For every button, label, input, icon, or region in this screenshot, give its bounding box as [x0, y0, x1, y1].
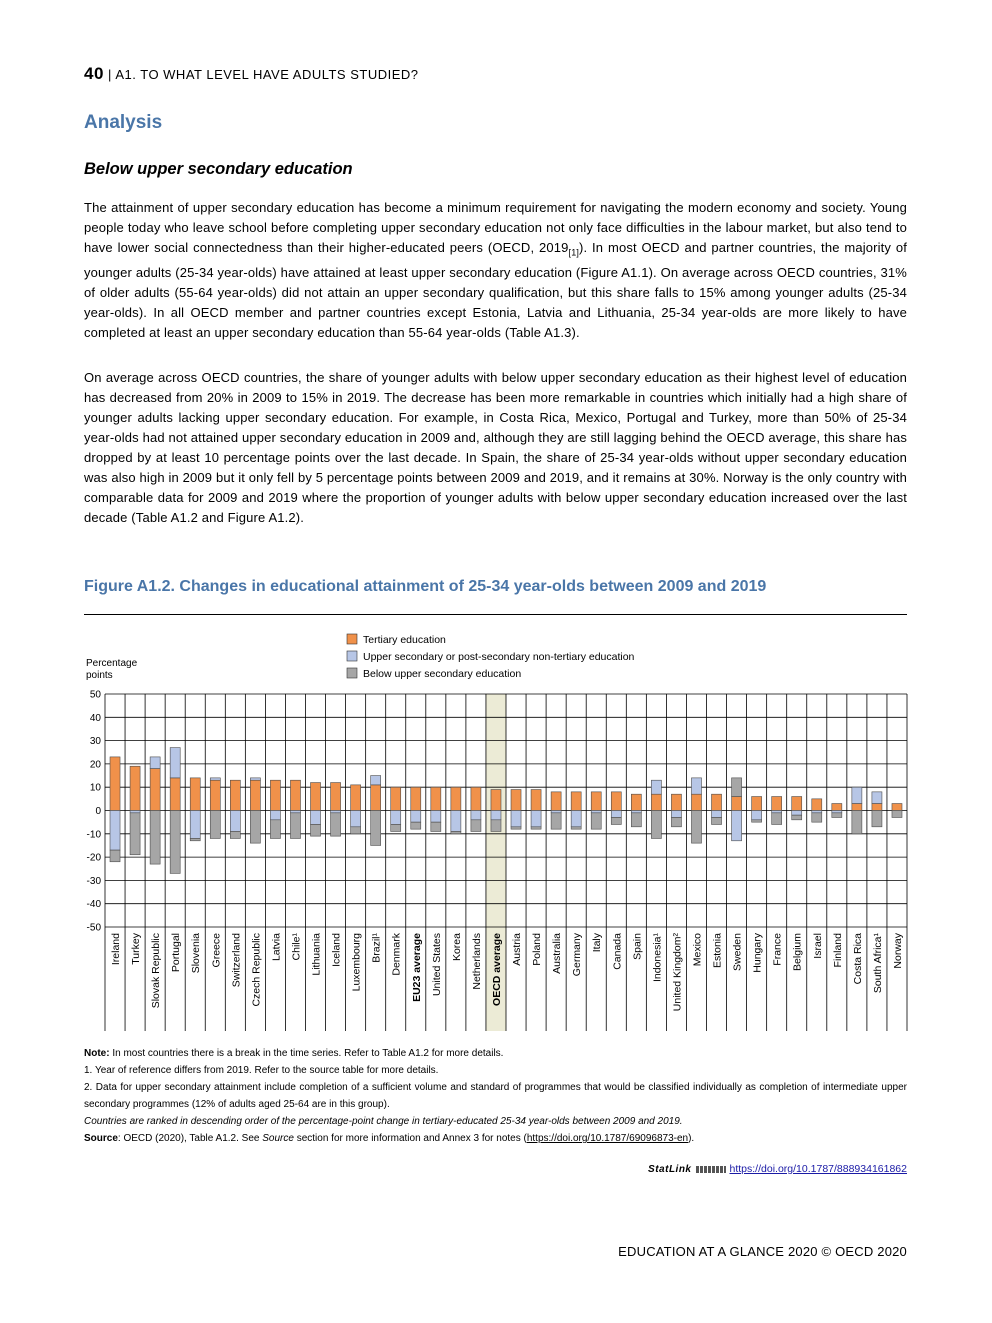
- bar-segment: [190, 811, 200, 839]
- bar-segment: [230, 780, 240, 810]
- bar-segment: [732, 811, 742, 841]
- x-category-label: Italy: [591, 933, 604, 953]
- bar-segment: [431, 822, 441, 831]
- bar-chart: [80, 628, 910, 1036]
- bar-segment: [832, 811, 842, 813]
- bar-segment: [792, 797, 802, 811]
- y-tick-label: -20: [86, 852, 101, 864]
- bar-segment: [170, 778, 180, 811]
- bar-segment: [772, 811, 782, 813]
- bar-segment: [130, 813, 140, 855]
- x-category-label: United Kingdom²: [671, 933, 684, 1012]
- bar-segment: [371, 811, 381, 846]
- bar-segment: [772, 797, 782, 811]
- x-category-label: Latvia: [270, 933, 283, 962]
- y-tick-label: 40: [89, 712, 101, 724]
- bar-segment: [250, 778, 260, 780]
- subheading: Below upper secondary education: [84, 160, 353, 178]
- x-category-label: Hungary: [751, 933, 764, 973]
- bar-segment: [852, 787, 862, 803]
- bar-segment: [311, 783, 321, 811]
- bar-segment: [752, 820, 762, 822]
- x-category-label: Spain: [631, 933, 644, 960]
- source-line: Source: OECD (2020), Table A1.2. See Source section for more information and Annex 3 for notes (https://doi.org/10.1787/69096873-en).: [84, 1133, 695, 1144]
- legend-swatch: [347, 668, 357, 678]
- bar-segment: [571, 792, 581, 811]
- bar-segment: [110, 811, 120, 851]
- bar-segment: [331, 813, 341, 836]
- x-category-label: Estonia: [711, 933, 724, 969]
- bar-segment: [371, 776, 381, 785]
- bar-segment: [110, 850, 120, 862]
- bar-segment: [210, 778, 220, 780]
- bar-segment: [852, 811, 862, 834]
- x-category-label: Brazil¹: [370, 933, 383, 963]
- bar-segment: [571, 827, 581, 829]
- statlink: [648, 1163, 907, 1175]
- bar-segment: [210, 811, 220, 839]
- x-category-label: Poland: [531, 933, 544, 966]
- bar-segment: [250, 780, 260, 810]
- bar-segment: [411, 787, 421, 810]
- bar-segment: [170, 811, 180, 874]
- x-category-label: Netherlands: [470, 933, 483, 990]
- x-category-label: Sweden: [731, 933, 744, 971]
- bar-segment: [511, 827, 521, 829]
- y-axis-label: Percentage: [86, 658, 138, 669]
- bar-segment: [270, 820, 280, 839]
- bar-segment: [651, 811, 661, 839]
- figure-title: Figure A1.2. Changes in educational attainment of 25-34 year-olds between 2009 and 2019: [84, 578, 767, 595]
- legend-swatch: [347, 634, 357, 644]
- x-category-label: Israel: [811, 933, 824, 959]
- bar-segment: [511, 790, 521, 811]
- legend-label: Upper secondary or post-secondary non-tertiary education: [363, 651, 635, 663]
- bar-segment: [671, 811, 681, 818]
- bar-segment: [150, 811, 160, 865]
- bar-segment: [832, 804, 842, 811]
- footnote-1: 1. Year of reference differs from 2019. Refer to the source table for more details.: [84, 1065, 439, 1076]
- bar-segment: [892, 811, 902, 818]
- bar-segment: [471, 811, 481, 820]
- bar-segment: [691, 778, 701, 794]
- bar-segment: [451, 787, 461, 810]
- bar-segment: [230, 811, 240, 832]
- bar-segment: [591, 792, 601, 811]
- bar-segment: [371, 785, 381, 811]
- bar-segment: [611, 811, 621, 818]
- y-tick-label: -30: [86, 875, 101, 887]
- bar-segment: [190, 838, 200, 840]
- x-category-label: Canada: [611, 933, 624, 970]
- analysis-heading: Analysis: [84, 112, 163, 133]
- statlink-url[interactable]: https://doi.org/10.1787/888934161862: [729, 1163, 907, 1175]
- bar-segment: [150, 757, 160, 769]
- bar-segment: [591, 811, 601, 813]
- legend-label: Below upper secondary education: [363, 668, 522, 680]
- x-category-label: Greece: [210, 933, 223, 968]
- bar-segment: [772, 813, 782, 825]
- bar-segment: [752, 797, 762, 811]
- bar-segment: [130, 766, 140, 810]
- bar-segment: [431, 811, 441, 823]
- section-title: A1. TO WHAT LEVEL HAVE ADULTS STUDIED?: [115, 67, 419, 82]
- note-line: Note: In most countries there is a break in the time series. Refer to Table A1.2 for more details.: [84, 1048, 504, 1059]
- bar-segment: [491, 820, 501, 832]
- x-category-label: Denmark: [390, 933, 403, 976]
- x-category-label: Korea: [450, 933, 463, 962]
- bar-segment: [150, 769, 160, 811]
- page-header: [84, 64, 419, 84]
- bar-segment: [671, 817, 681, 826]
- figure-divider: [84, 614, 907, 615]
- bar-segment: [270, 811, 280, 820]
- bar-segment: [290, 811, 300, 813]
- x-category-label: France: [771, 933, 784, 966]
- source-link[interactable]: https://doi.org/10.1787/69096873-en: [526, 1133, 689, 1144]
- bar-segment: [210, 780, 220, 810]
- reference-marker[interactable]: [1]: [568, 247, 580, 258]
- bar-segment: [511, 811, 521, 827]
- bar-segment: [852, 804, 862, 811]
- bar-segment: [872, 792, 882, 804]
- bar-segment: [431, 787, 441, 810]
- bar-segment: [611, 792, 621, 811]
- y-tick-label: -40: [86, 899, 101, 911]
- bar-segment: [892, 804, 902, 811]
- bar-segment: [311, 811, 321, 825]
- x-category-label: Chile¹: [290, 933, 303, 961]
- page-footer: EDUCATION AT A GLANCE 2020 © OECD 2020: [618, 1244, 907, 1259]
- y-tick-label: 50: [89, 689, 101, 701]
- bar-segment: [571, 811, 581, 827]
- bar-segment: [752, 811, 762, 820]
- bar-segment: [712, 811, 722, 818]
- x-category-label: Germany: [571, 933, 584, 977]
- legend-label: Tertiary education: [363, 634, 446, 646]
- y-tick-label: 30: [89, 736, 101, 748]
- bar-segment: [311, 824, 321, 836]
- y-tick-label: -10: [86, 829, 101, 841]
- bar-segment: [832, 813, 842, 818]
- bar-segment: [230, 831, 240, 838]
- y-tick-label: 20: [89, 759, 101, 771]
- x-category-label: Turkey: [130, 933, 143, 965]
- bar-segment: [551, 811, 561, 813]
- x-category-label: Slovak Republic: [150, 933, 163, 1009]
- x-category-label: Switzerland: [230, 933, 243, 988]
- bar-segment: [351, 785, 361, 811]
- x-category-label: Indonesia¹: [651, 933, 664, 983]
- statlink-icon: [696, 1166, 726, 1173]
- bar-segment: [451, 831, 461, 833]
- bar-segment: [691, 794, 701, 810]
- bar-segment: [812, 813, 822, 822]
- bar-segment: [651, 794, 661, 810]
- bar-segment: [651, 780, 661, 794]
- y-tick-label: 0: [95, 806, 101, 817]
- bar-segment: [391, 824, 401, 831]
- bar-segment: [290, 780, 300, 810]
- bar-segment: [551, 813, 561, 829]
- x-category-label: Costa Rica: [851, 933, 864, 985]
- bar-segment: [250, 811, 260, 844]
- bar-segment: [872, 804, 882, 811]
- bar-segment: [712, 817, 722, 824]
- bar-segment: [391, 787, 401, 810]
- bar-segment: [591, 813, 601, 829]
- x-category-label: Czech Republic: [250, 933, 263, 1007]
- paragraph-1: The attainment of upper secondary education has become a minimum requirement for navigating the modern economy and society. Young people today who leave school before completing upper secondary education not only face difficulties in the labour market, but also tend to have lower social connectedness than their higher-educated peers (OECD, $2019_{[1]}$). In most OECD and partner countries, the majority of younger adults (25-34 year-olds) have attained at least upper secondary education (Figure A1.1). On average across OECD countries, 31% of older adults (55-64 year-olds) did not attain an upper secondary qualification, but this share falls to 15% among younger adults (25-34 year-olds). In all OECD member and partner countries except Estonia, Latvia and Lithuania, 25-34 year-olds are more likely to have completed at least an upper secondary education than 55-64 year-olds (Table A1.3).: [84, 200, 907, 340]
- bar-segment: [631, 813, 641, 827]
- paragraph-2: On average across OECD countries, the share of younger adults with below upper secondary education as their highest level of education has decreased from 20% in 2009 to 15% in 2019. The decrease has been more remarkable in countries which initially had a high share of younger adults lacking upper secondary education. For example, in Costa Rica, Mexico, Portugal and Turkey, more than 50% of 25-34 year-olds had not attained upper secondary education in 2009 and, although they are still lagging behind the OECD average, this share has dropped by at least 10 percentage points over the last decade. In Spain, the share of 25-34 year-olds without upper secondary education was also high in 2009 but it only fell by 5 percentage points between 2009 and 2019, and it remains at 30%. Norway is the only country with comparable data for 2009 and 2019 where the proportion of younger adults with below upper secondary education increased over the last decade (Table A1.2 and Figure A1.2).: [84, 370, 908, 525]
- bar-segment: [491, 811, 501, 820]
- x-category-label: Lithuania: [310, 933, 323, 976]
- x-category-label: Austria: [511, 933, 524, 966]
- bar-segment: [331, 811, 341, 813]
- bar-segment: [331, 783, 341, 811]
- bar-segment: [411, 811, 421, 823]
- bar-segment: [491, 790, 501, 811]
- x-category-label: South Africa¹: [871, 933, 884, 994]
- bar-segment: [531, 811, 541, 827]
- x-category-label: Norway: [891, 933, 904, 969]
- x-category-label: Belgium: [791, 933, 804, 971]
- bar-segment: [170, 748, 180, 778]
- bar-segment: [792, 811, 802, 816]
- bar-segment: [451, 811, 461, 832]
- figure-notes: [84, 1045, 907, 1147]
- bar-segment: [471, 787, 481, 810]
- y-tick-label: -50: [86, 922, 101, 934]
- bar-segment: [732, 778, 742, 797]
- bar-segment: [190, 778, 200, 811]
- x-category-label: Slovenia: [190, 933, 203, 974]
- bar-segment: [110, 757, 120, 811]
- bar-segment: [531, 827, 541, 829]
- bar-segment: [732, 797, 742, 811]
- x-category-label: OECD average: [490, 933, 503, 1006]
- x-category-label: Finland: [831, 933, 844, 968]
- y-tick-label: 10: [89, 782, 101, 794]
- x-category-label: Mexico: [691, 933, 704, 967]
- bar-segment: [411, 822, 421, 829]
- bar-segment: [812, 811, 822, 813]
- x-category-label: Australia: [551, 933, 564, 974]
- bar-segment: [391, 811, 401, 825]
- x-category-label: Luxembourg: [350, 933, 363, 992]
- y-axis-label: points: [86, 670, 113, 681]
- x-category-label: Portugal: [170, 933, 183, 973]
- ranking-note: Countries are ranked in descending order of the percentage-point change in tertiary-educated 25-34 year-olds between 2009 and 2019.: [84, 1116, 683, 1127]
- bar-segment: [290, 813, 300, 839]
- bar-segment: [712, 794, 722, 810]
- page-number: 40: [84, 64, 104, 83]
- bar-segment: [130, 811, 140, 813]
- bar-segment: [872, 811, 882, 827]
- bar-segment: [351, 811, 361, 827]
- bar-segment: [611, 817, 621, 824]
- header-separator: |: [108, 67, 112, 82]
- statlink-logo: StatLink: [648, 1163, 692, 1175]
- bar-segment: [631, 794, 641, 810]
- bar-segment: [471, 820, 481, 832]
- bar-segment: [351, 827, 361, 834]
- bar-segment: [691, 811, 701, 844]
- legend-swatch: [347, 651, 357, 661]
- bar-segment: [531, 790, 541, 811]
- x-category-label: EU23 average: [410, 933, 423, 1002]
- footnote-2: 2. Data for upper secondary attainment include completion of a sufficient volume and standard of programmes that would be classified individually as completion of intermediate upper secondary programmes (12% of adults aged 25-64 are in this group).: [84, 1082, 907, 1110]
- x-category-label: Ireland: [110, 933, 123, 966]
- bar-segment: [671, 794, 681, 810]
- bar-segment: [792, 815, 802, 820]
- bar-segment: [812, 799, 822, 811]
- x-category-label: Iceland: [330, 933, 343, 967]
- x-category-label: United States: [430, 933, 443, 997]
- bar-segment: [631, 811, 641, 813]
- bar-segment: [270, 780, 280, 810]
- bar-segment: [551, 792, 561, 811]
